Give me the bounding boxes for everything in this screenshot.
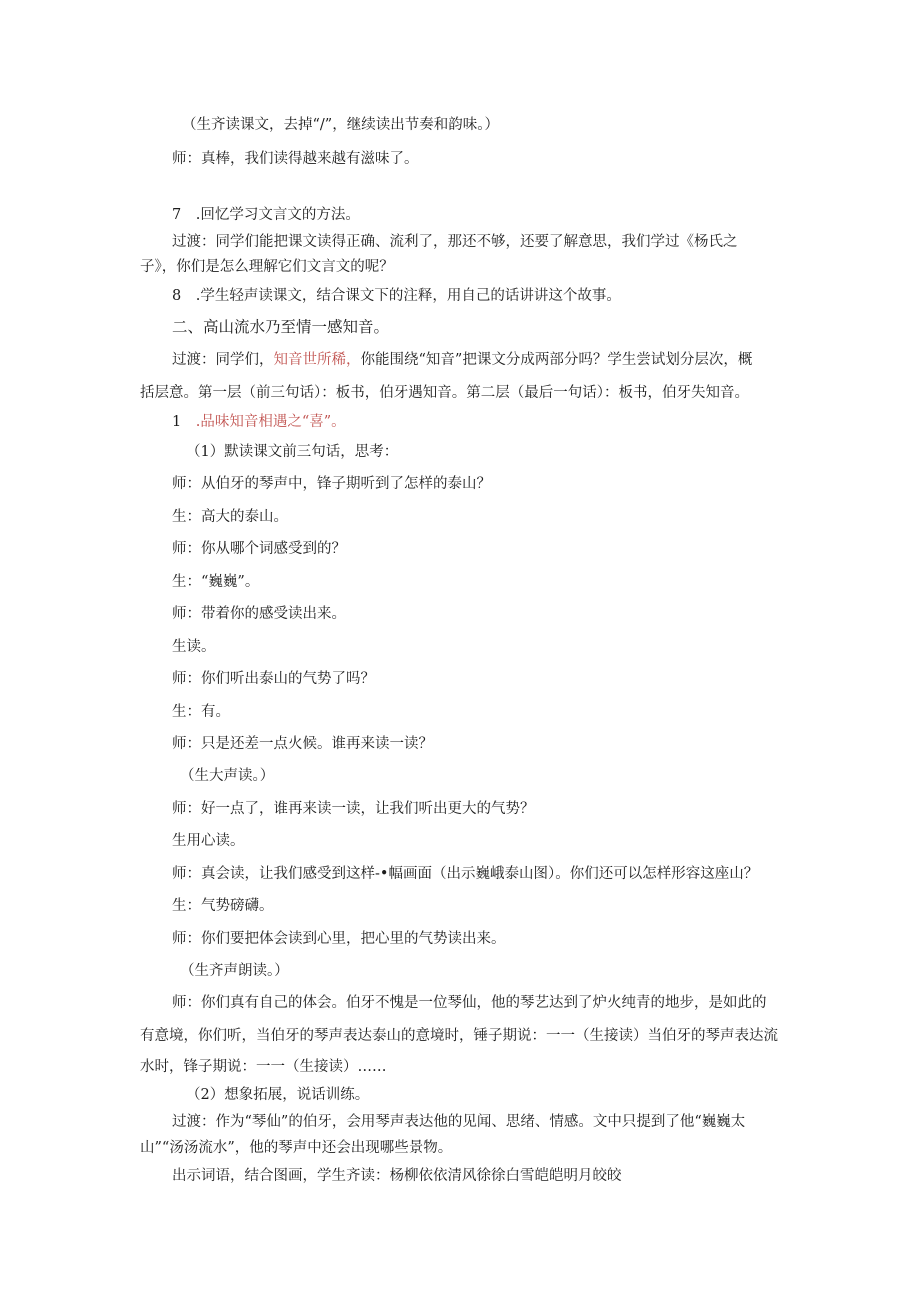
paragraph-line: 过渡：同学们能把课文读得正确、流利了，那还不够，还要了解意思，我们学过《杨氏之 — [172, 234, 738, 250]
dialogue-line: 生用心读。 — [172, 833, 245, 849]
paragraph-line: （生齐读课文，去掉“/”，继续读出节奏和韵味。） — [182, 117, 499, 133]
dialogue-line: 师：你从哪个词感受到的？ — [172, 541, 346, 557]
item-number: 1 — [172, 414, 196, 430]
paragraph-line: 水时，锋子期说：一一（生接读）…… — [140, 1059, 387, 1075]
text-run: 你能围绕“知音”把课文分成两部分吗？学生尝试划分层次，概 — [360, 352, 753, 368]
dialogue-line: 师：你们听出泰山的气势了吗？ — [172, 671, 375, 687]
numbered-item-7: 7 .回忆学习文言文的方法。 — [172, 207, 360, 223]
dialogue-line: 师：从伯牙的琴声中，锋子期听到了怎样的泰山？ — [172, 476, 491, 492]
paragraph-line: 子》，你们是怎么理解它们文言文的呢？ — [140, 259, 394, 275]
sub-item-1: （1）默读课文前三句话，思考： — [186, 444, 399, 460]
dialogue-line: 生：气势磅礴。 — [172, 898, 274, 914]
highlighted-text: .品味知音相遇之“喜”。 — [195, 414, 346, 430]
paragraph-line: 有意境，你们听，当伯牙的琴声表达泰山的意境时，锤子期说：一一（生接读）当伯牙的琴声表达流 — [140, 1028, 778, 1044]
paragraph-line: 师：真棒，我们读得越来越有滋味了。 — [172, 151, 419, 167]
dialogue-line: 师：真会读，让我们感受到这样-•幅画面（出示巍峨泰山图）。你们还可以怎样形容这座山？ — [172, 866, 759, 882]
dialogue-line: 师：好一点了，谁再来读一读，让我们听出更大的气势？ — [172, 801, 535, 817]
dialogue-line: 师：你们要把体会读到心里，把心里的气势读出来。 — [172, 931, 506, 947]
numbered-item-1 — [172, 413, 346, 431]
numbered-item-8: 8 .学生轻声读课文，结合课文下的注释，用自己的话讲讲这个故事。 — [172, 288, 621, 304]
dialogue-line: 师：带着你的感受读出来。 — [172, 606, 346, 622]
section-heading: 二、高山流水乃至情一感知音。 — [172, 318, 390, 336]
highlighted-text: 知音世所稀， — [273, 352, 361, 368]
paragraph-line — [172, 351, 752, 369]
paragraph-line: 山”“汤汤流水”，他的琴声中还会出现哪些景物。 — [140, 1140, 453, 1156]
text-run: 过渡：同学们， — [172, 352, 274, 368]
paragraph-line: 括层意。第一层（前三句话）：板书，伯牙遇知音。第二层（最后一句话）：板书，伯牙失知音。 — [140, 385, 749, 401]
paragraph-line: 出示词语，结合图画，学生齐读：杨柳依依清风徐徐白雪皑皑明月皎皎 — [172, 1168, 622, 1184]
paragraph-line: 师：你们真有自己的体会。伯牙不愧是一位琴仙，他的琴艺达到了炉火纯青的地步，是如此的 — [172, 995, 767, 1011]
dialogue-line: 生：有。 — [172, 704, 230, 720]
stage-direction: （生大声读。） — [180, 768, 275, 784]
sub-item-2: （2）想象拓展，说话训练。 — [186, 1087, 370, 1103]
paragraph-line: 过渡：作为“琴仙”的伯牙，会用琴声表达他的见闻、思绪、情感。文中只提到了他“巍巍太 — [172, 1114, 746, 1130]
dialogue-line: 生读。 — [172, 639, 216, 655]
dialogue-line: 师：只是还差一点火候。谁再来读一读？ — [172, 736, 433, 752]
dialogue-line: 生：“巍巍”。 — [172, 574, 260, 590]
dialogue-line: 生：高大的泰山。 — [172, 509, 288, 525]
stage-direction: （生齐声朗读。） — [180, 963, 289, 979]
